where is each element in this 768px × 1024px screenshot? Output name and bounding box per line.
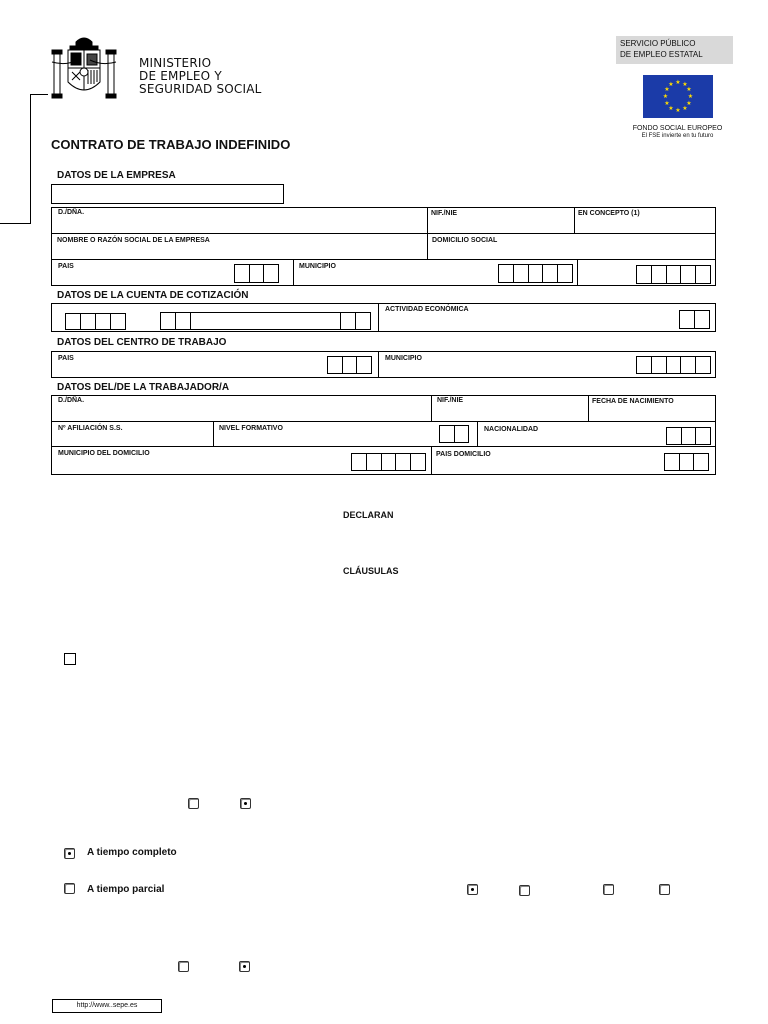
section-title-trabajador: DATOS DEL/DE LA TRABAJADOR/A: [57, 382, 230, 393]
radio-parcial-option-2[interactable]: [519, 885, 530, 896]
radio-tiempo-completo[interactable]: [64, 848, 75, 859]
fse-title: FONDO SOCIAL EUROPEO: [632, 125, 723, 132]
svg-text:★: ★: [675, 79, 681, 86]
sepe-label: [616, 36, 733, 64]
fse-slogan: El FSE invierte en tu futuro: [641, 133, 714, 139]
cotizacion-number-box[interactable]: [190, 312, 341, 330]
empresa-nif-label: NIF./NIE: [431, 210, 458, 217]
radio-option-2[interactable]: [240, 798, 251, 809]
trabajador-nivel-label: NIVEL FORMATIVO: [219, 425, 283, 432]
radio-parcial-option-4[interactable]: [659, 884, 670, 895]
svg-text:★: ★: [668, 105, 674, 112]
centro-municipio-code-boxes[interactable]: [636, 356, 711, 374]
cotizacion-actividad-boxes[interactable]: [679, 310, 710, 329]
empresa-code-field[interactable]: [51, 184, 284, 204]
ministry-line-2: DE EMPLEO Y: [139, 69, 222, 83]
trabajador-municipio-label: MUNICIPIO DEL DOMICILIO: [58, 450, 150, 457]
empresa-pais-code-boxes[interactable]: [234, 264, 279, 283]
svg-text:★: ★: [686, 86, 692, 93]
section-title-empresa: DATOS DE LA EMPRESA: [57, 170, 176, 181]
empresa-municipio-label: MUNICIPIO: [299, 263, 336, 270]
empresa-domicilio-label: DOMICILIO SOCIAL: [432, 237, 498, 244]
trabajador-fecha-label: FECHA DE NACIMIENTO: [592, 398, 674, 405]
margin-line-top: [30, 94, 48, 95]
trabajador-nacionalidad-boxes[interactable]: [666, 427, 711, 445]
trabajador-nif-label: NIF./NIE: [437, 397, 464, 404]
declaran-heading: DECLARAN: [343, 510, 394, 520]
svg-text:★: ★: [682, 81, 688, 88]
empresa-pais-label: PAIS: [58, 263, 74, 270]
centro-pais-label: PAIS: [58, 355, 74, 362]
ministry-name: [139, 57, 262, 96]
trabajador-afiliacion-label: Nº AFILIACIÓN S.S.: [58, 425, 123, 432]
cotizacion-actividad-label: ACTIVIDAD ECONÓMICA: [385, 306, 469, 313]
svg-text:★: ★: [686, 100, 692, 107]
trabajador-pais-boxes[interactable]: [664, 453, 709, 471]
empresa-razon-social-label: NOMBRE O RAZÓN SOCIAL DE LA EMPRESA: [57, 237, 210, 244]
margin-line-bottom: [0, 223, 31, 224]
radio-option-1[interactable]: [188, 798, 199, 809]
cotizacion-regimen-boxes[interactable]: [65, 313, 126, 330]
radio-option-6[interactable]: [239, 961, 250, 972]
clause-checkbox[interactable]: [64, 653, 76, 665]
coat-of-arms-icon: [48, 32, 120, 106]
svg-text:★: ★: [687, 93, 694, 100]
sepe-line-1: SERVICIO PÚBLICO: [620, 39, 696, 48]
footer-url[interactable]: http://www..sepe.es: [52, 999, 162, 1013]
svg-text:★: ★: [668, 81, 674, 88]
radio-parcial-option-1[interactable]: [467, 884, 478, 895]
label-tiempo-parcial: A tiempo parcial: [87, 884, 165, 895]
centro-municipio-label: MUNICIPIO: [385, 355, 422, 362]
eu-flag-icon: [643, 75, 713, 118]
sepe-line-2: DE EMPLEO ESTATAL: [620, 50, 703, 59]
radio-tiempo-parcial[interactable]: [64, 883, 75, 894]
trabajador-nivel-boxes[interactable]: [439, 425, 469, 443]
trabajador-municipio-boxes[interactable]: [351, 453, 426, 471]
empresa-municipio-code-boxes[interactable]: [498, 264, 573, 283]
empresa-cp-code-boxes[interactable]: [636, 265, 711, 284]
svg-text:★: ★: [662, 93, 669, 100]
cotizacion-dc-boxes[interactable]: [340, 312, 371, 330]
trabajador-dna-field[interactable]: [51, 395, 432, 422]
trabajador-dna-label: D./DÑA.: [58, 397, 85, 404]
ministry-line-1: MINISTERIO: [139, 56, 212, 70]
trabajador-pais-label: PAIS DOMICILIO: [436, 451, 491, 458]
section-title-centro: DATOS DEL CENTRO DE TRABAJO: [57, 337, 227, 348]
section-title-cotizacion: DATOS DE LA CUENTA DE COTIZACIÓN: [57, 290, 249, 301]
margin-line-vertical: [30, 94, 31, 224]
radio-option-5[interactable]: [178, 961, 189, 972]
clausulas-heading: CLÁUSULAS: [343, 566, 399, 576]
svg-text:★: ★: [682, 105, 688, 112]
label-tiempo-completo: A tiempo completo: [87, 847, 177, 858]
trabajador-nacionalidad-label: NACIONALIDAD: [484, 426, 539, 433]
svg-text:★: ★: [664, 100, 670, 107]
radio-parcial-option-3[interactable]: [603, 884, 614, 895]
centro-pais-code-boxes[interactable]: [327, 356, 372, 374]
svg-text:★: ★: [664, 86, 670, 93]
empresa-concepto-label: EN CONCEPTO (1): [578, 210, 640, 217]
cotizacion-provincia-boxes[interactable]: [160, 312, 191, 330]
empresa-dna-label: D./DÑA.: [58, 209, 85, 216]
empresa-dna-field[interactable]: [51, 207, 428, 234]
ministry-line-3: SEGURIDAD SOCIAL: [139, 82, 262, 96]
svg-text:★: ★: [675, 107, 681, 114]
document-title: CONTRATO DE TRABAJO INDEFINIDO: [51, 137, 291, 152]
